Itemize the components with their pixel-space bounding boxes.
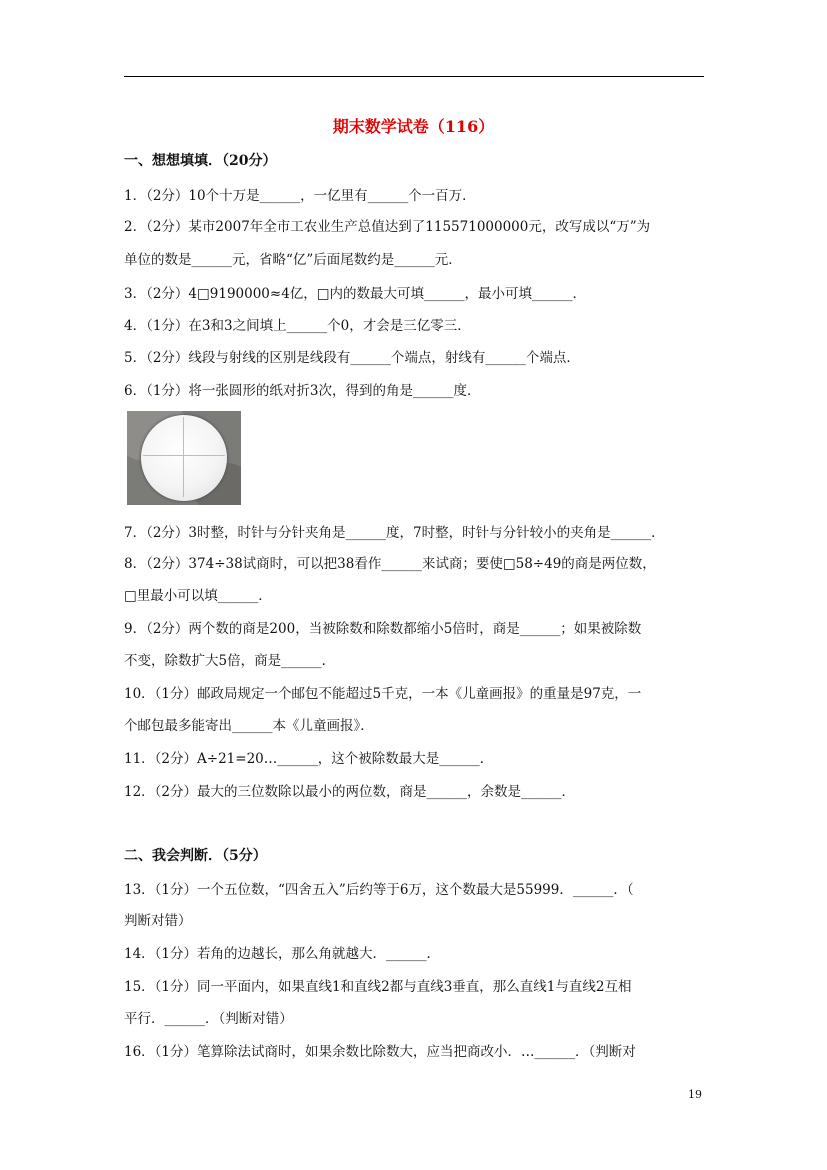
folded-paper-circle-photo: [127, 411, 241, 505]
question-line: 12．（2分）最大的三位数除以最小的两位数，商是______，余数是______．: [124, 784, 576, 800]
paper-disc: [141, 415, 227, 501]
question-line: 8．（2分）374÷38试商时，可以把38看作______来试商；要使□58÷49的商是两位数，: [124, 556, 656, 572]
question-line: 10．（1分）邮政局规定一个邮包不能超过5千克，一本《儿童画报》的重量是97克，一: [124, 686, 642, 702]
question-line: 不变，除数扩大5倍，商是______．: [124, 653, 336, 669]
question-line: 16．（1分）笔算除法试商时，如果余数比除数大，应当把商改小．…______．（判断对: [124, 1044, 636, 1060]
question-line: 7．（2分）3时整，时针与分针夹角是______度，7时整，时针与分针较小的夹角是______．: [124, 525, 665, 541]
page-number: 19: [688, 1088, 702, 1101]
question-line: □里最小可以填______．: [124, 588, 272, 604]
question-line: 平行．______．（判断对错）: [124, 1011, 293, 1027]
section-heading-fill-in: 一、想想填填．（20分）: [124, 153, 277, 169]
fold-line: [143, 455, 225, 456]
question-line: 4．（1分）在3和3之间填上______个0，才会是三亿零三．: [124, 318, 471, 334]
question-line: 2．（2分）某市2007年全市工农业生产总值达到了115571000000元，改写成以“万”为: [124, 219, 651, 235]
question-line: 15．（1分）同一平面内，如果直线1和直线2都与直线3垂直，那么直线1与直线2互相: [124, 979, 632, 995]
page-title: 期末数学试卷（116）: [332, 117, 495, 136]
header-rule: [124, 76, 704, 77]
question-line: 3．（2分）4□9190000≈4亿，□内的数最大可填______，最小可填______．: [124, 286, 587, 302]
question-line: 个邮包最多能寄出______本《儿童画报》．: [124, 718, 374, 734]
question-line: 13．（1分）一个五位数，“四舍五入”后约等于6万，这个数最大是55999．______．（: [124, 882, 634, 898]
question-line: 14．（1分）若角的边越长，那么角就越大．______．: [124, 946, 441, 962]
question-line: 单位的数是______元，省略“亿”后面尾数约是______元．: [124, 252, 462, 268]
question-line: 判断对错）: [124, 913, 192, 929]
section-heading-judge: 二、我会判断．（5分）: [124, 848, 267, 864]
question-line: 5．（2分）线段与射线的区别是线段有______个端点，射线有______个端点．: [124, 350, 580, 366]
question-line: 11．（2分）A÷21=20…______，这个被除数最大是______．: [124, 751, 494, 767]
fold-line: [183, 417, 184, 497]
question-line: 9．（2分）两个数的商是200，当被除数和除数都缩小5倍时，商是______；如果被除数: [124, 621, 642, 637]
question-line: 6．（1分）将一张圆形的纸对折3次，得到的角是______度．: [124, 383, 481, 399]
question-line: 1．（2分）10个十万是______，一亿里有______个一百万．: [124, 188, 476, 204]
